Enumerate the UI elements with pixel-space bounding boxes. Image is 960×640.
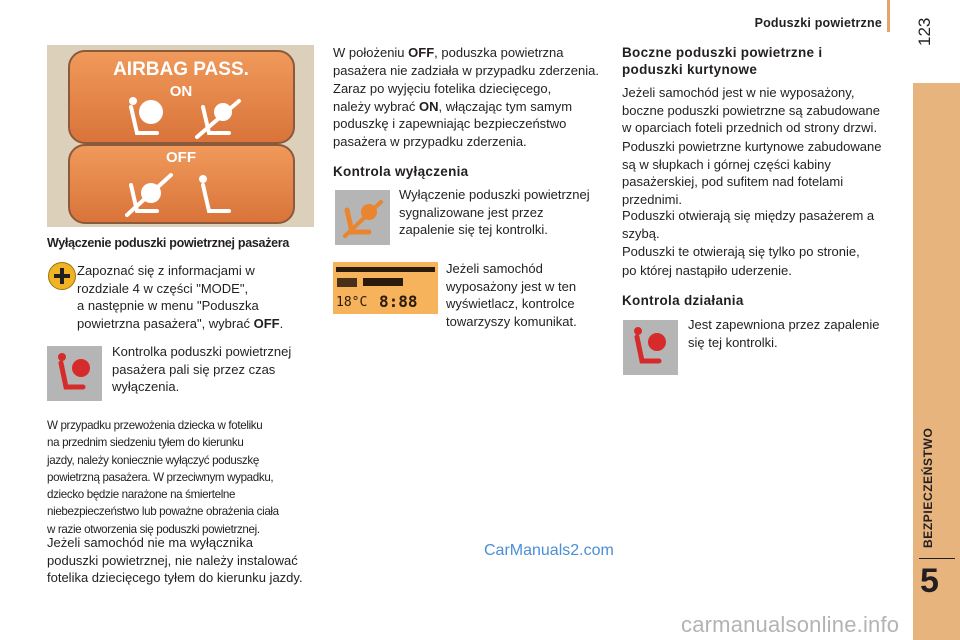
mid-line: poduszkę i zapewniając bezpieczeństwo (333, 116, 567, 131)
no-switch-paragraph (47, 534, 322, 587)
caution-line: jazdy, należy koniecznie wyłączyć poduszkę (47, 453, 259, 467)
section-heading-deactivation-control: Kontrola wyłączenia (333, 164, 469, 179)
info-bold-off: OFF (253, 315, 280, 331)
warning-line: wyłączenia. (112, 379, 180, 394)
right-line: Jeżeli samochód jest w nie wyposażony, (622, 85, 855, 100)
right-line: Poduszki powietrzne kurtynowe zabudowane (622, 139, 882, 154)
mid-line: Zaraz po wyjęciu fotelika dziecięcego, (333, 81, 552, 96)
caution-line: w razie otworzenia się poduszki powietrznej. (47, 522, 260, 536)
panel-title-text: AIRBAG PASS. (113, 59, 249, 80)
ctrl-line: zapalenie się tej kontrolki. (399, 222, 548, 237)
mid-text: , włączając tym samym (438, 98, 573, 114)
multifunction-display-image (333, 262, 438, 314)
display-line: Jeżeli samochód (446, 261, 543, 276)
info-line-end: . (279, 315, 284, 331)
child-seat-caution-paragraph (47, 417, 317, 538)
right-line: pasażerskiej, pod sufitem nad fotelami (622, 174, 844, 189)
mid-line: pasażera nie zadziała w przypadku zderzenia. (333, 62, 599, 78)
off-position-paragraph (333, 44, 608, 79)
mid-line: pasażera w przypadku zderzenia. (333, 133, 527, 149)
panel-on-text: ON (169, 83, 193, 100)
ctrl-line: się tej kontrolki. (688, 334, 778, 350)
on-reactivate-paragraph (333, 80, 608, 150)
display-time: 8:88 (379, 292, 418, 311)
info-line: Zapoznać się z informacjami w (77, 263, 255, 278)
warning-lamp-paragraph (112, 343, 312, 396)
caution-line: dziecko będzie narażone na śmiertelne (47, 488, 236, 502)
carmanuals-watermark: CarManuals2.com (484, 542, 614, 559)
warning-line: pasażera pali się przez czas (112, 361, 276, 377)
deactivation-lamp-paragraph (399, 186, 609, 239)
passenger-airbag-warning-icon (47, 346, 102, 401)
caution-line: W przypadku przewożenia dziecka w foteliku (47, 419, 263, 432)
final-line: Jeżeli samochód nie ma wyłącznika (47, 535, 253, 550)
display-line: wyświetlacz, kontrolce (446, 296, 575, 311)
mid-bold-off: OFF (408, 45, 435, 60)
final-line: fotelika dziecięcego tyłem do kierunku jazdy. (47, 570, 303, 585)
ctrl-line: Jest zapewniona przez zapalenie (688, 317, 880, 332)
right-line: Poduszki te otwierają się tylko po stronie, (622, 244, 860, 259)
mid-bold-on: ON (418, 98, 439, 114)
ctrl-line: Wyłączenie poduszki powietrznej (399, 187, 590, 202)
caution-line: na przednim siedzeniu tyłem do kierunku (47, 436, 244, 450)
operation-lamp-paragraph (688, 316, 903, 351)
deploy-between-paragraph (622, 207, 907, 242)
ctrl-line: sygnalizowane jest przez (399, 204, 544, 220)
right-line: szybą. (622, 225, 660, 241)
info-line: rozdziale 4 w części "MODE", (77, 280, 249, 296)
mid-text: W położeniu (333, 45, 409, 60)
side-divider (919, 558, 955, 559)
deploy-side-paragraph (622, 243, 907, 261)
info-line: a następnie w menu "Poduszka (77, 298, 259, 313)
right-line: po której nastąpiło uderzenie. (622, 263, 792, 278)
panel-off-text: OFF (166, 149, 196, 166)
right-line: Poduszki otwierają się między pasażerem a (622, 208, 875, 223)
right-line: w oparciach foteli przednich od strony drzwi. (622, 120, 878, 135)
display-line: wyposażony jest w ten (446, 278, 577, 294)
final-line: poduszki powietrznej, nie należy instalować (47, 552, 298, 568)
info-line-text: powietrzna pasażera", wybrać (77, 315, 250, 331)
section-label: BEZPIECZEŃSTWO (921, 427, 935, 548)
chapter-side-band (913, 83, 960, 640)
deploy-impact-paragraph (622, 262, 907, 280)
side-airbag-paragraph (622, 84, 907, 137)
section-heading-deactivation: Wyłączenie poduszki powietrznej pasażera (47, 236, 290, 250)
mid-text: należy wybrać (333, 98, 419, 114)
heading-line: Boczne poduszki powietrzne i (622, 45, 823, 60)
info-line (77, 315, 307, 333)
heading-line: poduszki kurtynowe (622, 62, 758, 77)
curtain-airbag-paragraph (622, 138, 907, 208)
chapter-number: 5 (920, 562, 939, 600)
mid-text: , poduszka powietrzna (434, 45, 564, 60)
section-heading-side-curtain (622, 44, 902, 78)
page-number: 123 (915, 17, 934, 46)
display-line: towarzyszy komunikat. (446, 313, 577, 329)
airbag-pass-panel-image (47, 45, 314, 227)
display-paragraph (446, 260, 606, 330)
caution-line: powietrzną pasażera. W przeciwnym wypadku, (47, 470, 274, 484)
right-line: są w słupkach i górnej części kabiny (622, 156, 831, 172)
header-accent-bar (887, 0, 890, 32)
warning-line: Kontrolka poduszki powietrznej (112, 344, 292, 359)
display-temperature: 18°C (336, 295, 368, 310)
mid-line (333, 44, 608, 62)
airbag-fault-warning-icon (623, 320, 678, 375)
right-line: boczne poduszki powietrzne są zabudowane (622, 102, 881, 118)
section-heading-operation-control: Kontrola działania (622, 293, 744, 308)
running-header-title: Poduszki powietrzne (754, 16, 882, 30)
mid-line (333, 98, 608, 116)
info-paragraph (77, 262, 307, 332)
right-line: przednimi. (622, 191, 682, 207)
caution-line: niebezpieczeństwo lub poważne obrażenia ciała (47, 505, 279, 519)
airbag-panel-illustration (47, 45, 314, 227)
airbag-off-warning-icon (335, 190, 390, 245)
info-icon (48, 262, 76, 290)
carmanualsonline-watermark: carmanualsonline.info (681, 612, 900, 637)
